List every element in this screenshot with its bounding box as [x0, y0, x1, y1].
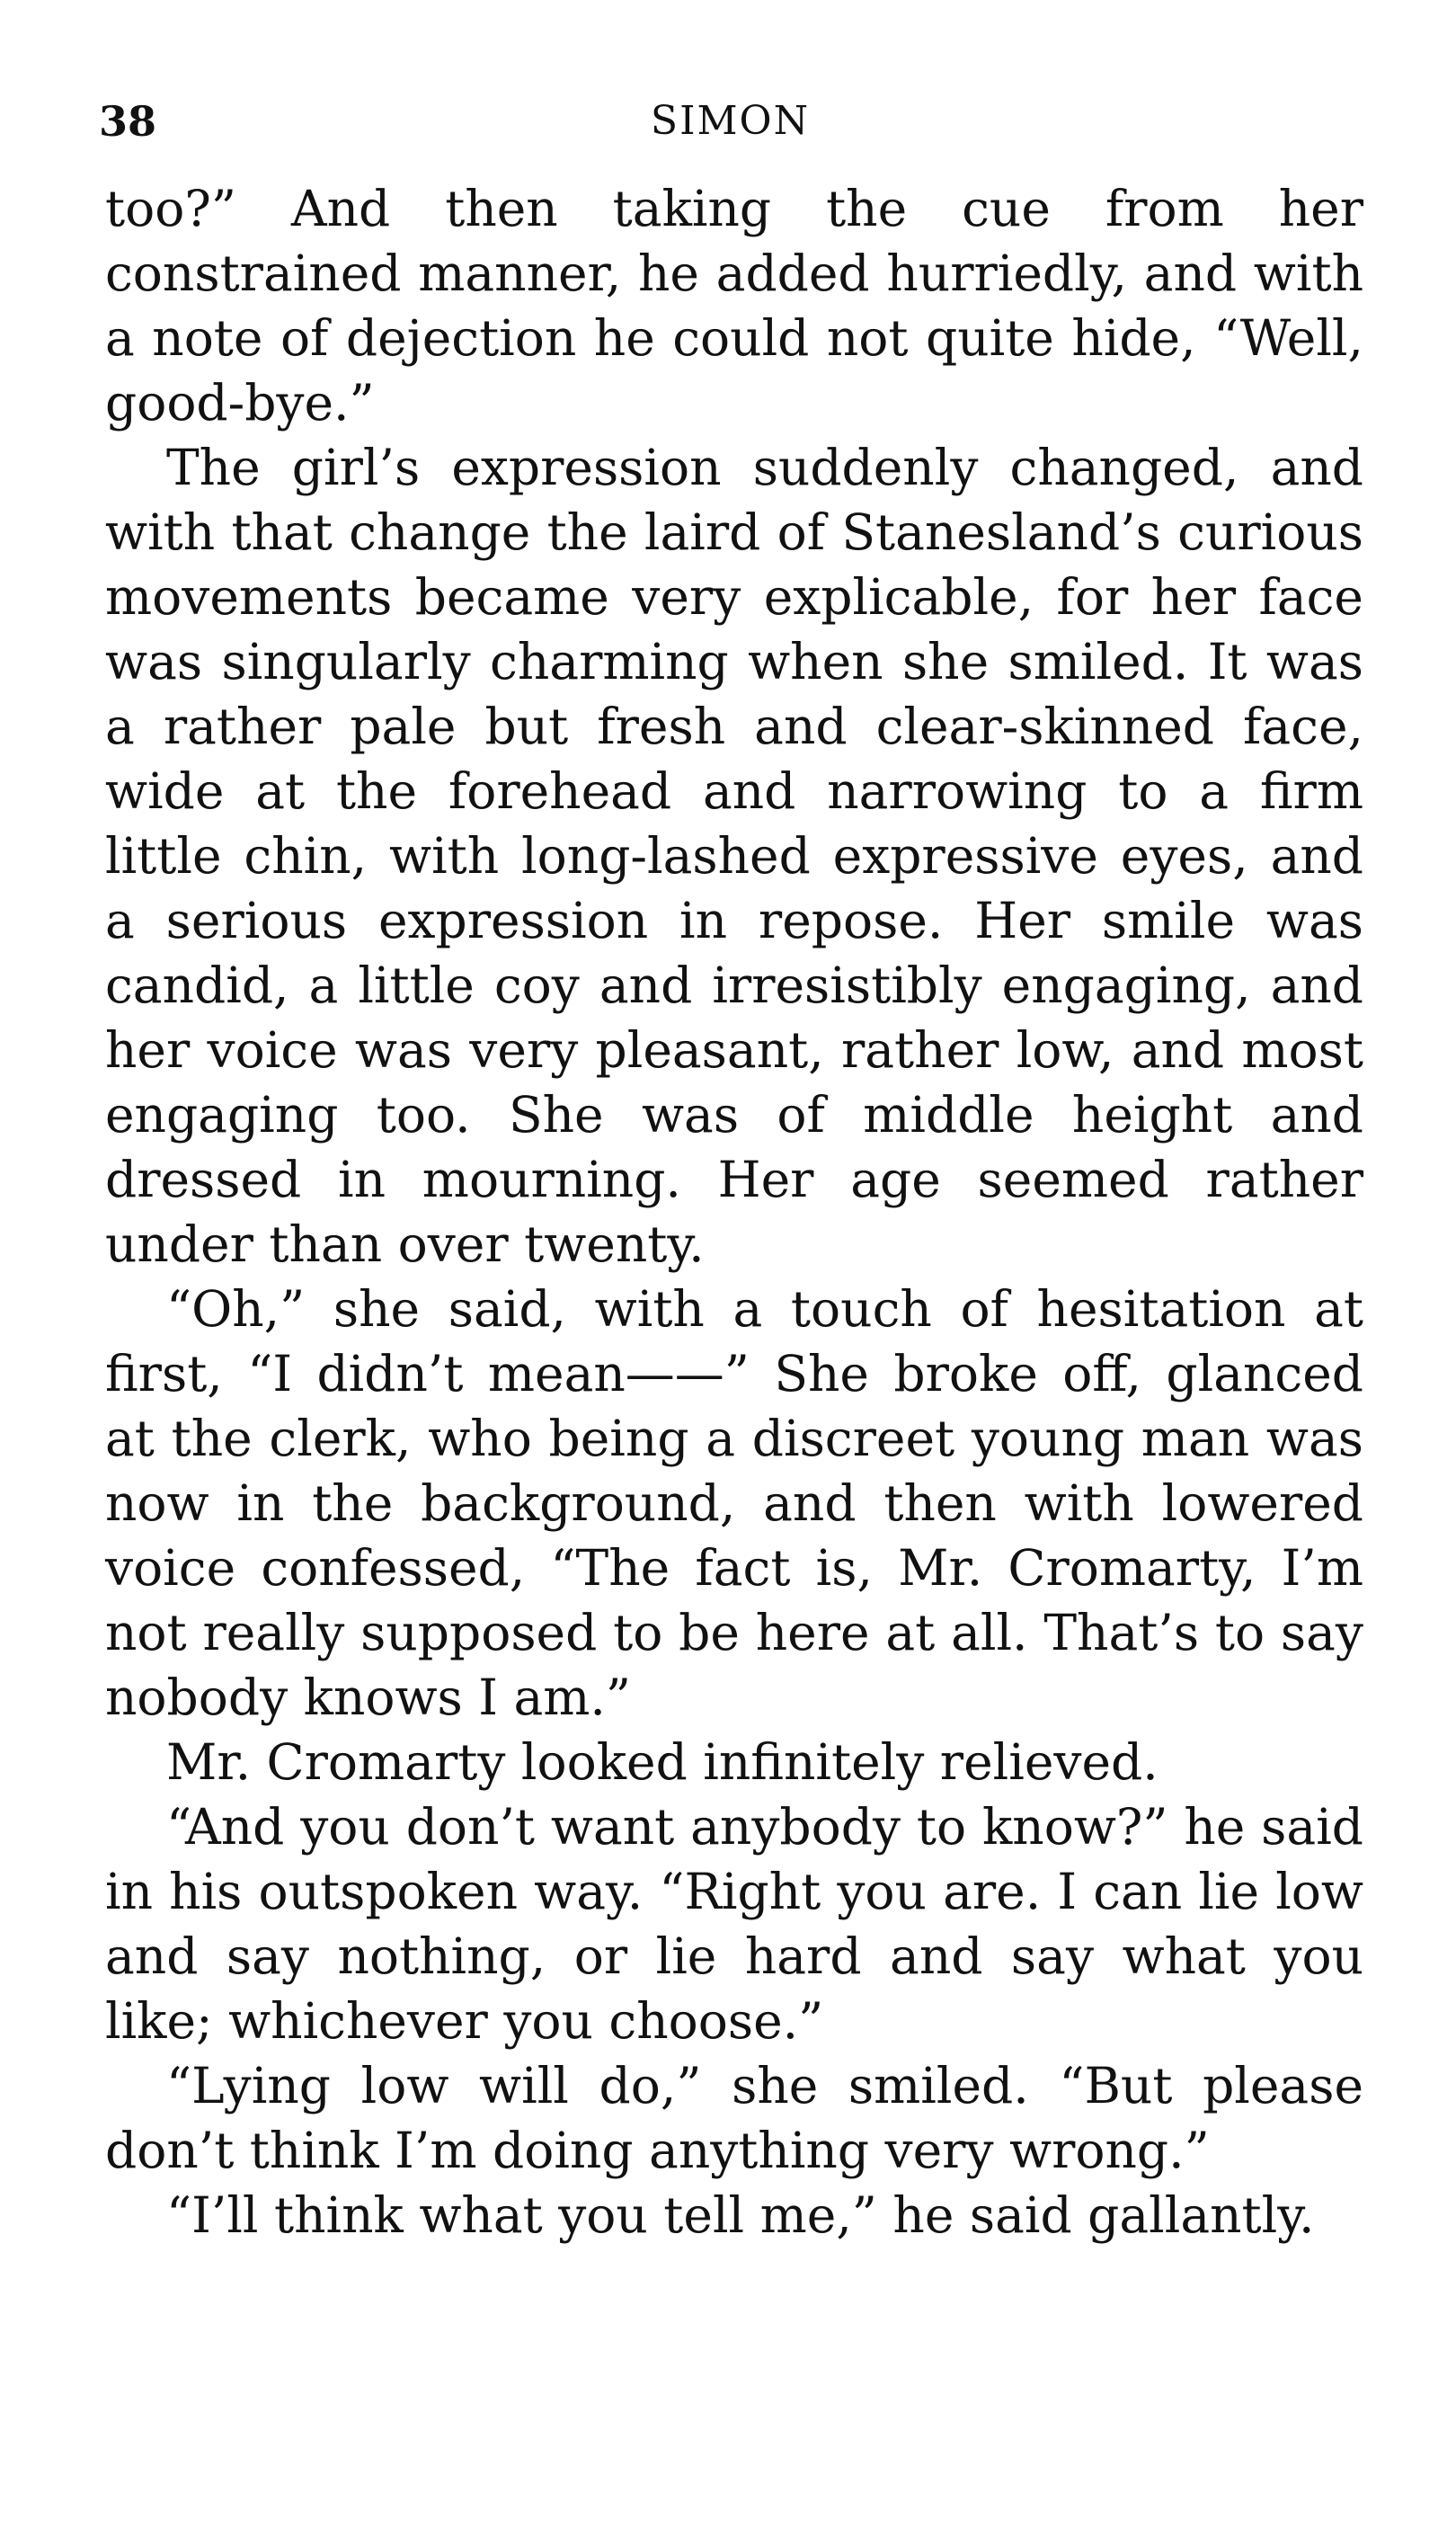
paragraph: “And you don’t want anybody to know?” he said in his outspoken way. “Right you are. I can lie low and say nothing, or lie hard and say what you like; whichever you choose.” — [105, 1798, 1363, 2050]
running-head — [99, 90, 1362, 153]
paragraph-continued: too?” And then taking the cue from her constrained manner, he added hurriedly, and with a note of dejection he could not quite hide, “Well, good-bye.” — [105, 180, 1363, 432]
page-number: 38 — [99, 97, 157, 146]
paragraph: “I’ll think what you tell me,” he said gallantly. — [166, 2186, 1315, 2244]
paragraph: “Oh,” she said, with a touch of hesitation at first, “I didn’t mean——” She broke off, glanced at the clerk, who being a discreet young man was now in the background, and then with lowered voice confessed, “The fact is, Mr. Cromarty, I’m not really supposed to be here at all. That’s to say nobody knows I am.” — [105, 1280, 1363, 1726]
body-text — [105, 176, 1363, 2248]
paragraph: The girl’s expression suddenly changed, and with that change the laird of Stanesland’s curious movements became very explicable, for her face was singularly charming when she smiled. It was a rather pale but fresh and clear-skinned face, wide at the forehead and narrowing to a firm little chin, with long-lashed expressive eyes, and a serious expression in repose. Her smile was candid, a little coy and irresistibly engaging, and her voice was very pleasant, rather low, and most engaging too. She was of middle height and dressed in mourning. Her age seemed rather under than over twenty. — [105, 439, 1363, 1273]
paragraph: “Lying low will do,” she smiled. “But please don’t think I’m doing anything very wrong.” — [105, 2057, 1363, 2179]
running-title: SIMON — [650, 98, 811, 144]
paragraph: Mr. Cromarty looked infinitely relieved. — [166, 1733, 1159, 1791]
